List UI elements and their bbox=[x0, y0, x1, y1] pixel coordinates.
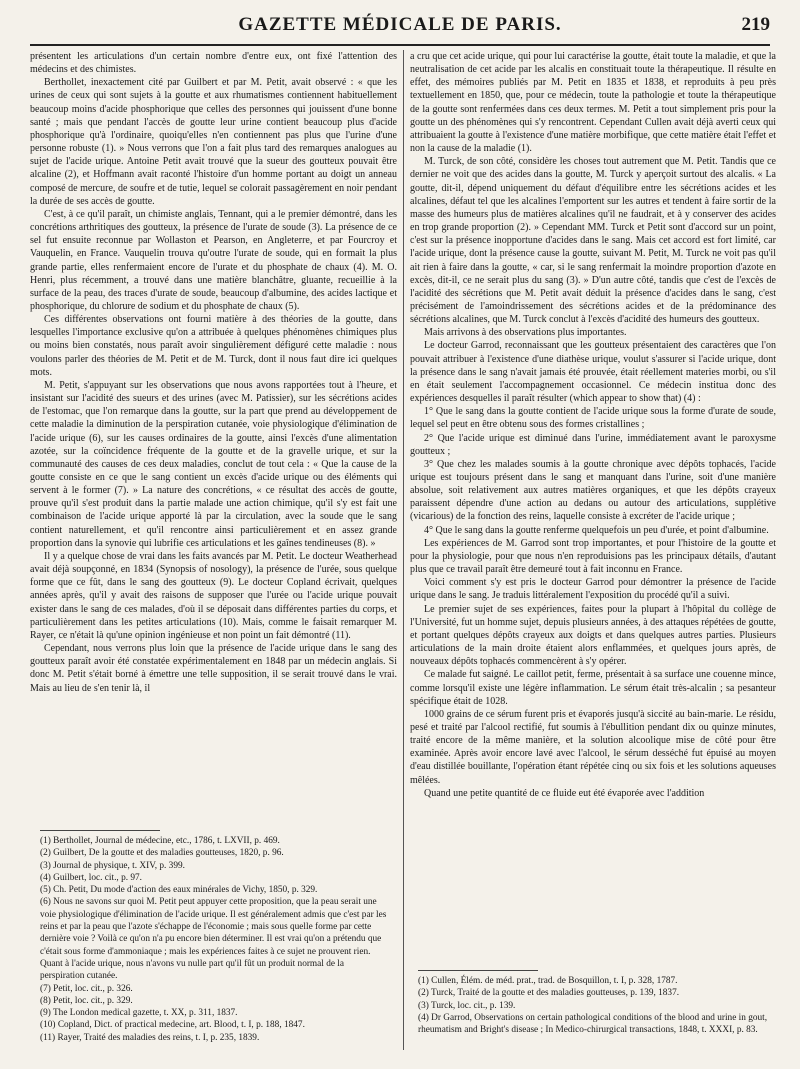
paragraph: Quand une petite quantité de ce fluide eut été évaporée avec l'addition bbox=[424, 787, 705, 799]
footnote: (10) Copland, Dict. of practical medecine, art. Blood, t. I, p. 188, 1847. bbox=[40, 1020, 305, 1031]
footnote: (3) Journal de physique, t. XIV, p. 399. bbox=[40, 860, 185, 871]
right-column bbox=[410, 50, 776, 800]
footnote: (6) Nous ne savons sur quoi M. Petit peut appuyer cette proposition, que la peau serait une voie physiologique d'élimination de l'acide urique. Il est généralement admis que c'est par les reins et par la peau que l'azote s'échappe de l'économie ; mais sous quelle forme par cette dernière voie ? Voilà ce qu'on n'a pu encore bien déterminer. Il est vrai qu'on a prétendu que c'était sous forme d'ammoniaque ; mais les expériences faites à ce sujet ne prouvent rien. Quant à l'acide urique, nous n'avons vu nulle part qu'il fût un produit normal de la perspiration cutanée. bbox=[40, 897, 387, 982]
footnote: (9) The London medical gazette, t. XX, p. 311, 1837. bbox=[40, 1008, 238, 1019]
paragraph: a cru que cet acide urique, qui pour lui caractérise la goutte, était toute la maladie, et que la neutralisation de cet acide par les alcalis en constituait toute la thérapeutique. Il résulte en effet, des mémoires publiés par M. Petit en 1835 et 1838, et reproduits à peu près textuellement en 1850, que, pour ce médecin, toute la pathologie et toute la thérapeutique de la goutte sont renfermées dans ces deux termes. M. Petit a tout simplement pris pour la goutte un des phénomènes qui s'y rencontrent. Cependant Cullen avait déjà averti ceux qui attribuaient la goutte à l'existence d'une matière morbifique, que cette matière était l'effet et non la cause de la maladie (1). bbox=[410, 51, 776, 155]
paragraph: Ces différentes observations ont fourni matière à des théories de la goutte, dans lesquelles l'importance exclusive qu'on a attribuée à quelques phénomènes chimiques plus ou moins bien constatés, nous paraît avoir singulièrement défiguré cette maladie : nous voulons parler des théories de M. Petit et de M. Turck, dont il nous faut dire ici quelques mots. bbox=[30, 314, 397, 378]
paragraph: présentent les articulations d'un certain nombre d'entre eux, ont fixé l'attention des médecins et des chimistes. bbox=[30, 51, 397, 76]
footnote: (1) Cullen, Élém. de méd. prat., trad. de Bosquillon, t. I, p. 328, 1787. bbox=[418, 976, 678, 986]
left-column bbox=[30, 50, 397, 695]
right-footnotes bbox=[418, 970, 768, 1036]
list-paragraph: 2° Que l'acide urique est diminué dans l'urine, immédiatement avant le paroxysme goutteux ; bbox=[410, 432, 776, 457]
page-number: 219 bbox=[741, 14, 770, 35]
footnote: (11) Rayer, Traité des maladies des reins, t. I, p. 235, 1839. bbox=[40, 1032, 260, 1043]
column-divider bbox=[403, 50, 404, 1050]
footnote-rule bbox=[40, 830, 160, 831]
paragraph: Il y a quelque chose de vrai dans les faits avancés par M. Petit. Le docteur Weatherhead avait déjà soupçonné, en 1834 (Synopsis of nosology), la présence de l'urée, sous quelque forme que ce fût, dans le sang des goutteux (9). Le docteur Copland écrivait, quelques années après, qu'il y avait des raisons de supposer que l'urée ou l'acide urique pouvait exister dans le sang de ces malades, d'où il se déposait dans différentes parties du corps, et particulièrement dans les petites articulations (10). Mais, comme le faisait remarquer M. Rayer, ce n'était là qu'une opinion ingénieuse et non point un fait démontré (11). bbox=[30, 550, 397, 641]
paragraph: Les expériences de M. Garrod sont trop importantes, et pour l'histoire de la goutte et pour la physiologie, pour que nous n'en reproduisions pas les principaux détails, d'autant plus que ce travail paraît être demeuré tout à fait inconnu en France. bbox=[410, 537, 776, 576]
paragraph: 1000 grains de ce sérum furent pris et évaporés jusqu'à siccité au bain-marie. Le résidu, pesé et traité par l'alcool rectifié, fut soumis à l'ébullition pendant dix ou quinze minutes, traité encore de la même manière, et la solution alcoolique mise de côté pour être examinée. Après avoir encore lavé avec l'alcool, le sérum desséché fut épuisé au moyen d'eau distillée bouillante, l'opération étant répétée cinq ou six fois et les solutions aqueuses mêlées. bbox=[410, 708, 776, 786]
list-paragraph: 3° Que chez les malades soumis à la goutte chronique avec dépôts tophacés, l'acide urique est toujours présent dans le sang et manquant dans l'urine, soit d'une manière absolue, soit relativement aux autres matières organiques, et que les dépôts crayeux paraissent dépendre d'une action au dedans ou autour des articulations, supplétive (vicarious) de la fonction des reins, laquelle consiste à excréter de l'acide urique ; bbox=[410, 458, 776, 523]
journal-title: GAZETTE MÉDICALE DE PARIS. bbox=[238, 14, 562, 35]
paragraph: C'est, à ce qu'il paraît, un chimiste anglais, Tennant, qui a le premier démontré, dans les concrétions arthritiques des goutteux, la présence de l'urate de soude (3). La présence de ce sel fut ensuite reconnue par Wollaston et Pearson, en Angleterre, et par Fourcroy et Vauquelin, en France. Vauquelin trouva qu'outre l'urate de soude, qui en formait la plus grande partie, elles renfermaient encore de l'urate et du phosphate de chaux (4). M. O. Henri, plus récemment, a trouvé dans une matière blanchâtre, gluante, recueillie à la surface de la peau, des traces d'urate de soude, beaucoup d'albumine, des acides lactique et phosphorique, du chlorure de sodium et du phosphate de chaux (5). bbox=[30, 208, 397, 312]
paragraph: Voici comment s'y est pris le docteur Garrod pour démontrer la présence de l'acide urique dans le sang. Je traduis littéralement l'exposition du procédé qu'il a suivi. bbox=[410, 577, 776, 602]
paragraph: M. Turck, de son côté, considère les choses tout autrement que M. Petit. Tandis que ce dernier ne voit que des acides dans la goutte, M. Turck y aperçoit surtout des alcalis. « La goutte, dit-il, dépend uniquement du défaut d'équilibre entre les sécrétions acides et les alcalines, défaut tel que les alcalines l'emportent sur les autres et tendent à faire sortir de la masse des humeurs plus de matières alcalines qu'il ne faudrait, et à y conserver des acides en trop grande proportion (2). » Cependant MM. Turck et Petit sont d'accord sur un point, c'est sur la présence inopportune d'acides dans le sang. Mais cet accord est fort limité, car l'acide urique, dont la présence cause la goutte, suivant M. Petit, M. Turck ne voit pas qu'il ait rien à faire dans la goutte, « car, si le sang renfermait la moindre proportion d'azote en excès, dit-il, ce ne serait plus du sang (3). » D'un autre côté, tandis que c'est de l'excès de l'acidité des sécrétions que M. Petit avait déduit la présence d'acides dans le sang, c'est précisément de l'amoindrissement des sécrétions acides et de la prédominance des sécrétions alcalines, que M. Turck conclut à l'excès d'acidité des humeurs des goutteux. bbox=[410, 156, 776, 326]
footnote-rule bbox=[418, 970, 538, 971]
list-paragraph: 1° Que le sang dans la goutte contient de l'acide urique sous la forme d'urate de soude, lequel sel peut en être obtenu sous des formes cristallines ; bbox=[410, 406, 776, 431]
paragraph: Mais arrivons à des observations plus importantes. bbox=[424, 327, 627, 339]
left-footnotes bbox=[40, 830, 390, 1044]
list-paragraph: 4° Que le sang dans la goutte renferme quelquefois un peu d'urée, et point d'albumine. bbox=[424, 524, 769, 536]
paragraph: Le premier sujet de ses expériences, faites pour la plupart à l'hôpital du collège de l'Université, fut un homme sujet, depuis plusieurs années, à des attaques répétées de goutte, et portant quelques dépôts crayeux aux doigts et dans quelques autres parties. Plusieurs articulations de la main droite étaient alors enflammées, et quelques jours après, de nouveaux dépôts tophacés commencèrent à s'y opérer. bbox=[410, 603, 776, 668]
footnote: (3) Turck, loc. cit., p. 139. bbox=[418, 1000, 516, 1011]
footnote: (2) Turck, Traité de la goutte et des maladies goutteuses, p. 139, 1837. bbox=[418, 988, 680, 999]
paragraph: Ce malade fut saigné. Le caillot petit, ferme, présentait à sa surface une couenne mince, comme lorsqu'il existe une légère inflammation. Le sérum était très-alcalin ; sa pesanteur spécifique était de 1028. bbox=[410, 669, 776, 707]
paragraph: M. Petit, s'appuyant sur les observations que nous avons rapportées tout à l'heure, et insistant sur l'acidité des sueurs et des urines (avec M. Patissier), sur les sécrétions acides de l'estomac, que l'on remarque dans la goutte, sur la part que prend au développement de cette maladie la diminution de la perspiration cutanée, voie physiologique d'élimination de l'acide urique (6), sur les causes ordinaires de la goutte, ainsi l'excès d'une alimentation azotée, sur la coïncidence fréquente de la goutte et de la gravelle urique, et sur la communauté des causes de ces deux maladies, conclut de tout cela : « Que la cause de la goutte consiste en ce que le sang contient un excès d'acide urique ou des éléments qui servent à le former (7). » La nature des concrétions, « ce résultat des accès de goutte, prouve qu'il s'est produit dans la partie malade une action chimique, qu'il s'y est fait une combinaison de l'acide urique apporté là par la circulation, avec la soude que le sang contient naturellement, et qu'il rencontre ainsi particulièrement et en assez grande proportion dans la synovie qui lubrifie ces articulations et les gaînes tendineuses (8). » bbox=[30, 379, 397, 549]
header-rule bbox=[30, 44, 770, 46]
footnote: (5) Ch. Petit, Du mode d'action des eaux minérales de Vichy, 1850, p. 329. bbox=[40, 885, 318, 896]
footnote: (4) Guilbert, loc. cit., p. 97. bbox=[40, 872, 142, 883]
footnote: (4) Dr Garrod, Observations on certain pathological conditions of the blood and urine in gout, rheumatism and Bright's disease ; In Medico-chirurgical transactions, 1848, t. XXXI, p. 83. bbox=[418, 1012, 768, 1036]
footnote: (8) Petit, loc. cit., p. 329. bbox=[40, 995, 133, 1006]
paragraph: Berthollet, inexactement cité par Guilbert et par M. Petit, avait observé : « que les urines de ceux qui sont sujets à la goutte et aux rhumatismes contiennent habituellement beaucoup moins d'acide phosphorique que celles des personnes qui jouissent d'une bonne santé ; mais que pendant l'accès de goutte leur urine contient beaucoup plus d'acide phosphorique qu'à l'ordinaire, quoiqu'elles n'en contiennent pas plus que l'urine d'une personne robuste (1). » Nous verrons que l'on a fait plus tard des remarques analogues au sujet de l'acide urique. Antoine Petit avait trouvé que la sueur des goutteux pouvait être alcaline (2), et Hoffmann avait raconté l'histoire d'un homme portant au doigt un anneau composé de mercure, de soufre et de tutie, lequel se colorait passagèrement en noir pendant la durée de ses accès de goutte. bbox=[30, 77, 397, 207]
footnote: (2) Guilbert, De la goutte et des maladies goutteuses, 1820, p. 96. bbox=[40, 848, 284, 859]
page-header bbox=[30, 14, 770, 40]
footnote: (1) Berthollet, Journal de médecine, etc., 1786, t. LXVII, p. 469. bbox=[40, 836, 280, 846]
footnote: (7) Petit, loc. cit., p. 326. bbox=[40, 983, 133, 994]
paragraph: Cependant, nous verrons plus loin que la présence de l'acide urique dans le sang des goutteux paraît avoir été constatée expérimentalement en 1848 par un médecin anglais. Si donc M. Petit s'était borné à émettre une telle supposition, il se serait trouvé dans le vrai. Mais au lieu de s'en tenir là, il bbox=[30, 643, 397, 694]
paragraph: Le docteur Garrod, reconnaissant que les goutteux présentaient des caractères que l'on pouvait attribuer à l'existence d'une diathèse urique, voulut s'assurer si l'acide urique, dont la présence dans le sang n'avait jamais été prouvée, était réellement materies morbi, ou s'il en était seulement l'accompagnement occasionnel. Ce médecin institua donc des expériences desquelles il paraît résulter (which appear to show that) (4) : bbox=[410, 340, 776, 405]
